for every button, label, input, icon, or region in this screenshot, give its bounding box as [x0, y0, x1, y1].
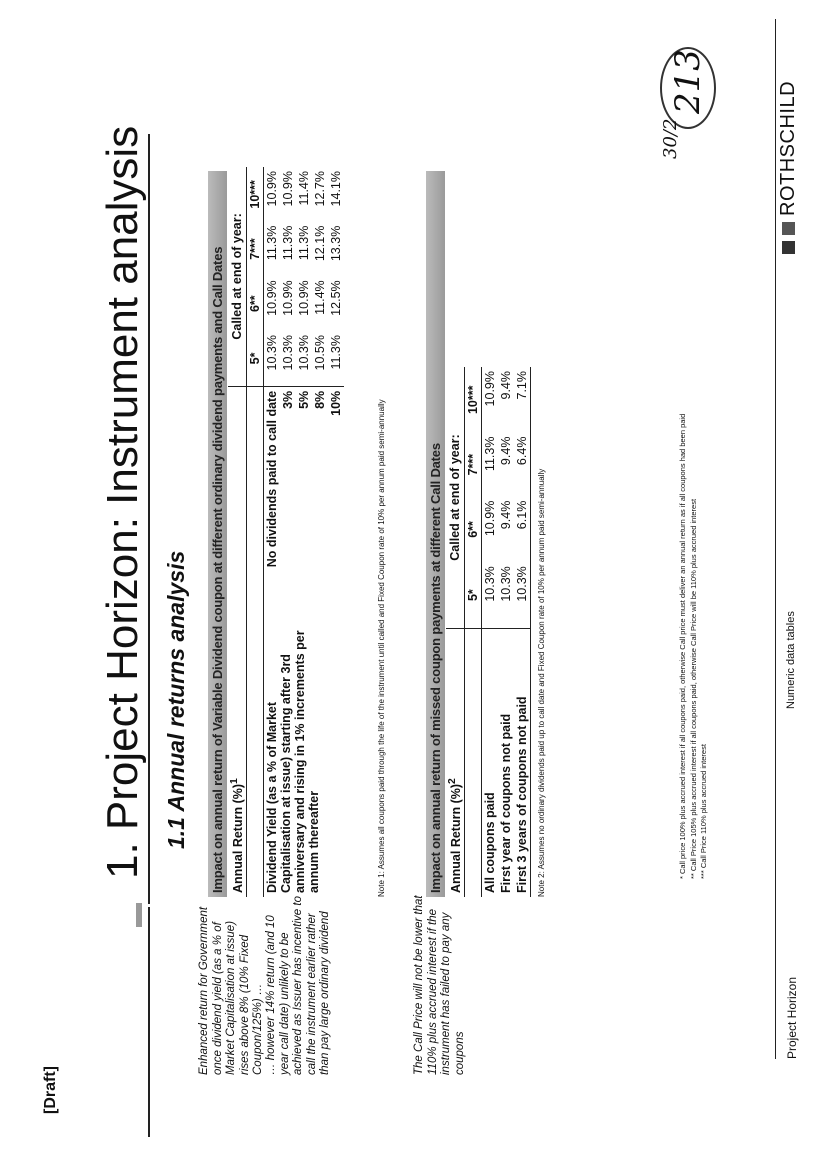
table1-title: Impact on annual return of Variable Dividend coupon at different ordinary dividend payments and Call Dates	[208, 171, 227, 897]
logo-text: ROTHSCHILD	[777, 80, 799, 216]
table1-cell: 10.3%	[280, 331, 296, 386]
table2	[446, 367, 531, 897]
table1-row-4-label: 10%	[329, 390, 344, 416]
table1-cell: 11.3%	[297, 225, 312, 261]
table2-note: Note 2: Assumes no ordinary dividends paid up to call date and Fixed Coupon rate of 10% per annum paid semi-annually	[537, 468, 546, 897]
draft-label: [Draft]	[42, 1066, 59, 1114]
table2-cell: 9.4%	[499, 500, 514, 530]
table1	[228, 167, 344, 897]
table2-row-2-label: First 3 years of coupons not paid	[514, 629, 531, 898]
title-accent-bar	[136, 903, 142, 927]
table2-cell: 10.3%	[498, 562, 514, 628]
footnote-3: *** Call Price 110% plus accrued interest	[699, 744, 708, 879]
table-row	[264, 167, 281, 897]
table1-row-2-label: 5%	[297, 390, 312, 409]
table1-cell: 10.9%	[281, 280, 296, 316]
table2-header-cell	[446, 629, 465, 898]
table2-header-sup: 2	[447, 778, 458, 784]
table1-header-row	[228, 167, 247, 897]
section-heading: 1.1 Annual returns analysis	[163, 550, 189, 849]
table1-cell: 12.1%	[313, 225, 328, 262]
sidebar-note-3: The Call Price will not be lower that 110% plus accrued interest if the instrument has failed to pay any coupons	[413, 895, 466, 1075]
table1-cell: 11.3%	[328, 331, 344, 386]
table2-called-label: Called at end of year:	[446, 367, 465, 629]
table-row	[498, 367, 514, 897]
logo-square-icon	[782, 241, 795, 254]
table2-cell: 10.3%	[482, 562, 499, 628]
table-row	[514, 367, 531, 897]
table1-cell: 10.9%	[264, 167, 281, 222]
footer-section-name: Numeric data tables	[785, 611, 797, 709]
table1-cell: 14.1%	[329, 171, 344, 207]
table1-row-label: Dividend Yield (as a % of Market Capitalisation at issue) starting after 3rd anniversary and rising in 1% increments per annum thereafter	[264, 619, 345, 897]
table2-cell: 9.4%	[499, 436, 514, 466]
table2-cell: 6.1%	[514, 497, 531, 563]
table2-col-10: 10***	[466, 385, 481, 415]
table2-colhdr-row	[465, 367, 482, 897]
sidebar-note-1: Enhanced return for Government once dividend yield (as a % of Market Capitalisation at issue) rises above 8% (10% Fixed Coupon/125%) …	[198, 906, 264, 1075]
logo-square-icon	[782, 222, 795, 235]
table1-cell: 12.7%	[313, 171, 328, 207]
table1-header-cell	[228, 386, 247, 897]
table1-cell: 10.5%	[312, 331, 328, 386]
table2-col-6: 6**	[466, 521, 481, 538]
table1-cell: 10.9%	[297, 280, 312, 316]
table2-col-5: 5*	[465, 562, 482, 628]
footer-rule	[775, 19, 776, 1059]
footnote-2: ** Call Price 105% plus accrued interest if all coupons paid, otherwise Call Price will be 110% plus accrued interest	[688, 498, 698, 879]
table1-called-label: Called at end of year:	[228, 167, 247, 386]
table2-cell: 7.1%	[514, 367, 531, 433]
table1-col-10: 10***	[248, 180, 263, 209]
rothschild-logo	[777, 81, 800, 254]
table1-header-sup: 1	[229, 778, 240, 784]
table2-cell: 10.3%	[514, 562, 531, 628]
table1-row-3-label: 8%	[313, 390, 328, 409]
table2-title: Impact on annual return of missed coupon payments at different Call Dates	[426, 171, 445, 897]
table1-cell: 11.3%	[281, 225, 296, 261]
table1-col-5: 5*	[247, 331, 264, 386]
table2-cell: 11.3%	[482, 433, 499, 497]
table1-row-0-label: No dividends paid to call date	[264, 386, 281, 619]
table-row	[482, 367, 499, 897]
table1-cell: 10.9%	[281, 171, 296, 207]
page-title: 1. Project Horizon: Instrument analysis	[98, 125, 147, 879]
table1-cell: 10.3%	[264, 331, 281, 386]
table1-cell: 11.4%	[313, 280, 328, 315]
table1-cell: 11.3%	[264, 222, 281, 277]
table1-cell: 10.9%	[264, 276, 281, 331]
table2-cell: 10.9%	[482, 367, 499, 433]
table2-cell: 9.4%	[499, 371, 514, 400]
table1-cell: 12.5%	[329, 280, 344, 316]
handwritten-page-number: 213	[668, 49, 708, 114]
table2-row-0-label: All coupons paid	[482, 629, 499, 898]
sidebar-note-2: … however 14% return (and 10 year call date) unlikely to be achieved as Issuer has incentive to call the instrument earlier rather than pay large ordinary dividend	[265, 896, 331, 1075]
table2-row-1-label: First year of coupons not paid	[499, 713, 514, 893]
table2-header-row	[446, 367, 465, 897]
footnote-1: * Call price 100% plus accrued interest if all coupons paid, otherwise Call price must deliver an annual return as if all coupons had been paid	[678, 413, 687, 879]
table2-cell: 6.4%	[514, 433, 531, 497]
table1-col-6: 6**	[248, 295, 263, 313]
title-rule-left	[148, 907, 150, 1137]
table1-row-1-label: 3%	[281, 390, 296, 409]
table1-cell: 13.3%	[329, 225, 344, 262]
table1-header-label: Annual Return (%)	[231, 783, 246, 893]
table1-cell: 11.4%	[297, 171, 312, 206]
table1-colhdr-row	[247, 167, 264, 897]
table1-col-7: 7***	[248, 238, 263, 260]
footnotes	[678, 414, 710, 879]
title-rule	[148, 134, 150, 904]
table2-header-label: Annual Return (%)	[449, 783, 464, 893]
table2-cell: 10.9%	[482, 497, 499, 563]
table2-col-7: 7***	[466, 453, 481, 476]
footer-project-name: Project Horizon	[785, 976, 799, 1059]
handwritten-note: 30/2	[660, 118, 681, 159]
table1-cell: 10.3%	[296, 331, 312, 386]
table1-note: Note 1: Assumes all coupons paid through the life of the instrument until called and Fixed Coupon rate of 10% per annum paid semi-annually	[377, 399, 386, 897]
